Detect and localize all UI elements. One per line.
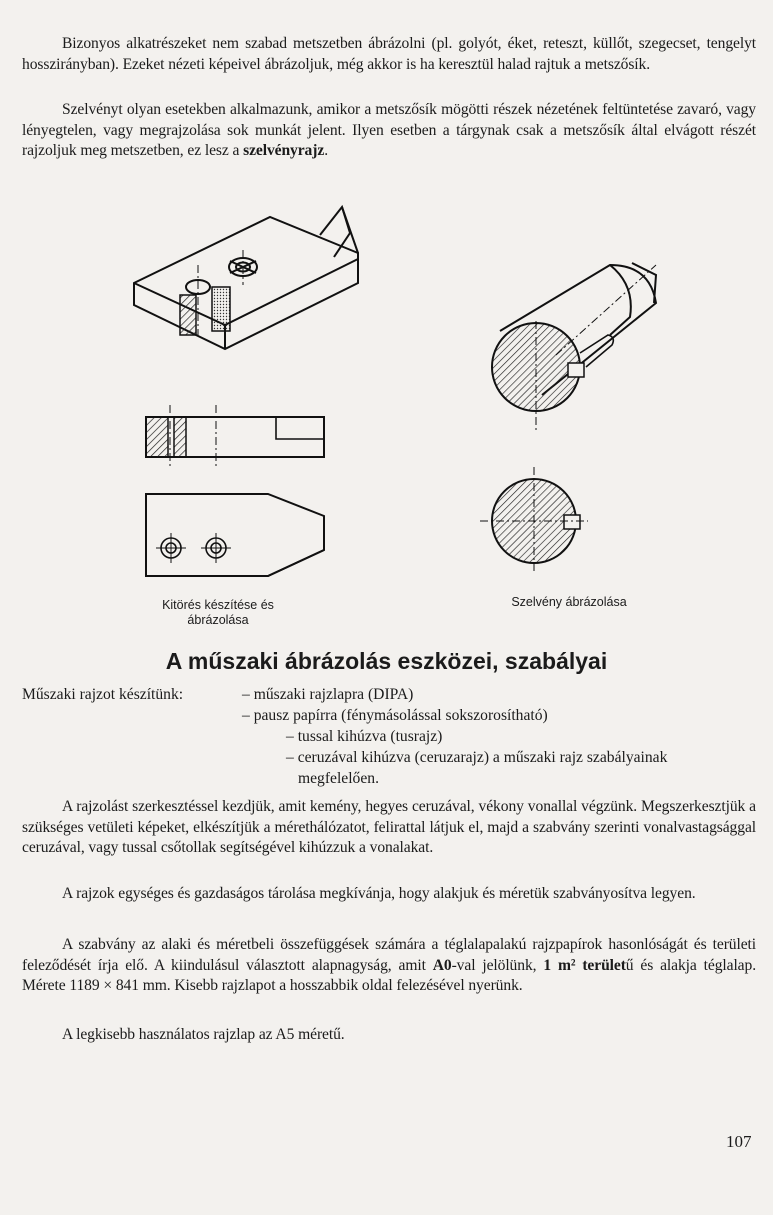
list-item: – tussal kihúzva (tusrajz) — [286, 728, 443, 745]
list-item-continuation: megfelelően. — [298, 770, 379, 787]
term-area: 1 m² terület — [543, 956, 626, 974]
paragraph-rajzolas-text: A rajzolást szerkesztéssel kezdjük, amit kemény, hegyes ceruzával, vékony vonallal végzünk. Megszerkesztjük a szükséges vetületi képeket, elkészítjük a mérethálózatot, felirattal látjuk el, majd a szabvány szerinti vonalvastagsággal ceruzával, vagy tussal csőtollak segítségével kihúzzuk a vonalakat. — [22, 798, 756, 857]
paragraph-a5-text: A legkisebb használatos rajzlap az A5 méretű. — [62, 1026, 345, 1043]
section-heading: A műszaki ábrázolás eszközei, szabályai — [165, 648, 608, 674]
term-szelvenyrajz: szelvényrajz — [243, 142, 325, 160]
list-item: – műszaki rajzlapra (DIPA) — [242, 686, 414, 703]
paragraph-rajzolas — [22, 797, 756, 859]
paragraph-intro-1-text: Bizonyos alkatrészeket nem szabad metszetben ábrázolni (pl. golyót, éket, reteszt, küllőt, szegecset, tengelyt hosszirányban). Ezeket nézeti képeivel ábrázoljuk, még akkor is ha keresztül halad rajtuk a metszősík. — [22, 35, 756, 73]
figure-szelveny-shaft — [460, 245, 680, 435]
page-number: 107 — [726, 1132, 752, 1151]
list-item: – pausz papírra (fénymásolással sokszorosítható) — [242, 707, 548, 724]
paragraph-szabvany-end: ű és alakja téglalap. Mérete 1189 × 841 mm. Kisebb rajzlapot a hosszabbik oldal felezésével nyerünk. — [22, 956, 756, 995]
figure-kitores-isometric — [120, 195, 380, 355]
caption-szelveny: Szelvény ábrázolása — [511, 595, 627, 609]
list-lead: Műszaki rajzot készítünk: — [22, 686, 184, 703]
paragraph-intro-1 — [22, 34, 756, 75]
drawing-media-list — [242, 684, 762, 789]
paragraph-szabvany — [22, 935, 756, 997]
figure-szelveny-section — [478, 465, 598, 575]
figure-kitores-top-view — [138, 488, 338, 583]
caption-kitores: Kitörés készítése és ábrázolása — [162, 598, 274, 627]
paragraph-intro-2 — [22, 100, 756, 162]
paragraph-tarolas — [22, 884, 756, 905]
term-a0: A0 — [432, 956, 452, 974]
paragraph-intro-2-text: Szelvényt olyan esetekben alkalmazunk, amikor a metszősík mögötti részek nézetének feltüntetése zavaró, vagy lényegtelen, vagy megrajzolása sok munkát jelent. Ilyen esetben a tárgynak csak a metszősík által elvágott részét rajzoljuk meg metszetben, ez lesz a — [22, 101, 756, 160]
paragraph-szabvany-mid: -val jelölünk, — [451, 956, 544, 974]
paragraph-intro-2-end: . — [324, 142, 328, 160]
figure-kitores-front-view — [138, 405, 338, 475]
paragraph-a5 — [22, 1025, 756, 1046]
list-item: – ceruzával kihúzva (ceruzarajz) a műszaki rajz szabályainak — [286, 749, 668, 766]
paragraph-tarolas-text: A rajzok egységes és gazdaságos tárolása megkívánja, hogy alakjuk és méretük szabványosítva legyen. — [62, 885, 696, 902]
paragraph-szabvany-text: A szabvány az alaki és méretbeli összefüggések számára a téglalapalakú rajzpapírok hasonlóságát és területi feleződését írja elő. A kiindulásul választott alapnagyság, amit — [22, 936, 756, 974]
